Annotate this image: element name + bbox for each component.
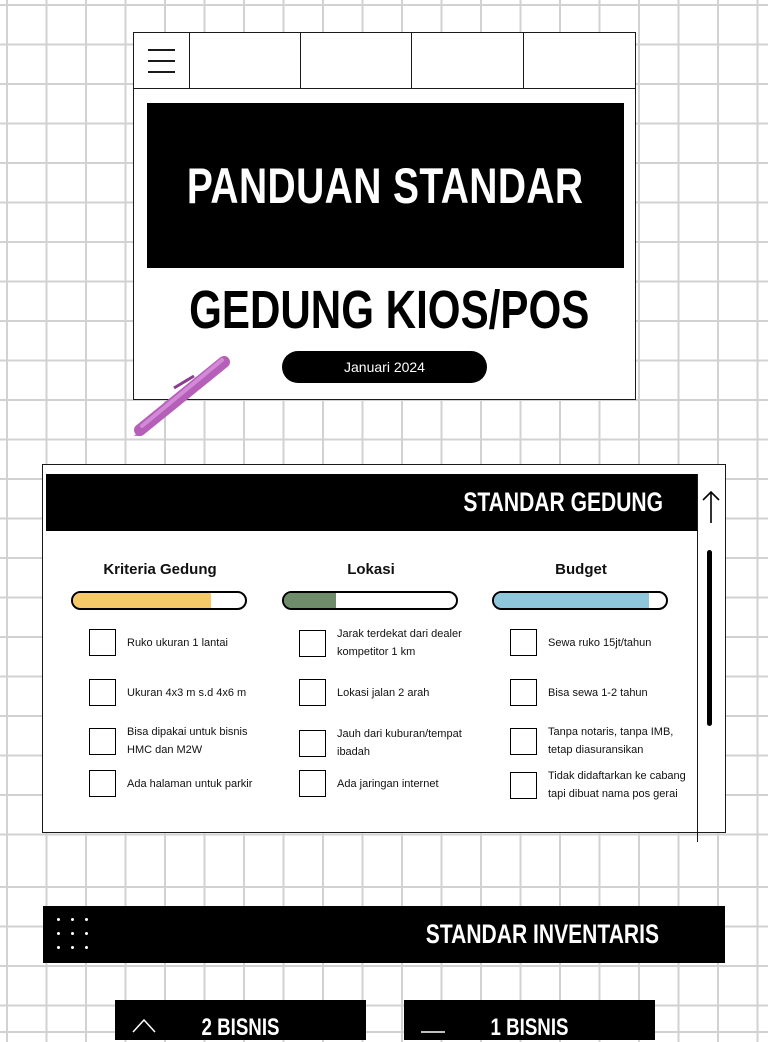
checklist-item bbox=[510, 723, 696, 759]
progress-bar bbox=[71, 591, 247, 610]
checklist-item-label: Tidak didaftarkan ke cabang tapi dibuat nama pos gerai bbox=[548, 770, 686, 800]
checklist-item bbox=[299, 725, 485, 761]
checklist-item bbox=[510, 629, 696, 656]
checklist-item bbox=[510, 679, 696, 706]
column-title: Lokasi bbox=[347, 561, 395, 578]
column-budget bbox=[492, 561, 670, 610]
checklist-item bbox=[89, 679, 275, 706]
column-kriteria-gedung bbox=[71, 561, 249, 610]
standar-inventaris-title: STANDAR INVENTARIS bbox=[425, 919, 659, 949]
date-badge: Januari 2024 bbox=[282, 351, 487, 383]
checkbox[interactable] bbox=[510, 728, 537, 755]
checklist-item-label: Bisa sewa 1-2 tahun bbox=[548, 686, 648, 699]
bisnis-card-label: 2 BISNIS bbox=[201, 1014, 280, 1041]
standar-gedung-title: STANDAR GEDUNG bbox=[463, 487, 663, 517]
checklist-item bbox=[299, 679, 485, 706]
hamburger-menu-icon[interactable] bbox=[134, 33, 189, 89]
column-title: Kriteria Gedung bbox=[103, 561, 217, 578]
checklist-item-label: Jarak terdekat dari dealer kompetitor 1 km bbox=[337, 628, 462, 658]
page-subtitle: GEDUNG KIOS/POS bbox=[189, 280, 590, 340]
checklist-item bbox=[89, 723, 275, 759]
standar-inventaris-header bbox=[43, 906, 725, 963]
dots-grid-icon bbox=[57, 918, 88, 949]
checklist-item-label: Bisa dipakai untuk bisnis HMC dan M2W bbox=[127, 726, 248, 756]
pen-icon bbox=[134, 352, 234, 436]
checkbox[interactable] bbox=[89, 728, 116, 755]
checklist-item bbox=[299, 770, 485, 797]
progress-fill bbox=[284, 593, 336, 608]
checklist-item-label: Ada jaringan internet bbox=[337, 777, 439, 790]
cover-tab[interactable] bbox=[523, 33, 635, 89]
title-banner bbox=[147, 103, 624, 268]
bisnis-card-label: 1 BISNIS bbox=[490, 1014, 569, 1041]
checkbox[interactable] bbox=[299, 679, 326, 706]
checkbox[interactable] bbox=[89, 679, 116, 706]
progress-bar bbox=[282, 591, 458, 610]
standar-gedung-header bbox=[46, 474, 697, 531]
checkbox[interactable] bbox=[299, 770, 326, 797]
checkbox[interactable] bbox=[510, 772, 537, 799]
cover-tab[interactable] bbox=[411, 33, 523, 89]
checklist-item-label: Jauh dari kuburan/tempat ibadah bbox=[337, 728, 462, 758]
cover-tab-bar bbox=[134, 33, 635, 89]
checklist-item bbox=[299, 625, 485, 661]
panel-divider bbox=[697, 474, 698, 842]
column-title: Budget bbox=[555, 561, 607, 578]
checklist-item-label: Ada halaman untuk parkir bbox=[127, 777, 253, 790]
progress-bar bbox=[492, 591, 668, 610]
checkbox[interactable] bbox=[89, 629, 116, 656]
page-title: PANDUAN STANDAR bbox=[187, 157, 584, 214]
checklist-item-label: Sewa ruko 15jt/tahun bbox=[548, 636, 652, 649]
progress-fill bbox=[73, 593, 211, 608]
cover-tab[interactable] bbox=[300, 33, 411, 89]
cover-card bbox=[133, 32, 636, 400]
column-lokasi bbox=[282, 561, 460, 610]
checklist-item bbox=[89, 629, 275, 656]
bisnis-card-1[interactable] bbox=[404, 1000, 655, 1040]
checkbox[interactable] bbox=[89, 770, 116, 797]
cover-tab[interactable] bbox=[189, 33, 300, 89]
checkbox[interactable] bbox=[299, 630, 326, 657]
checklist-item-label: Lokasi jalan 2 arah bbox=[337, 686, 430, 699]
progress-fill bbox=[494, 593, 649, 608]
checklist-item bbox=[89, 770, 275, 797]
arrow-up-icon[interactable] bbox=[701, 489, 721, 525]
standar-gedung-panel bbox=[42, 464, 726, 833]
checkbox[interactable] bbox=[510, 679, 537, 706]
checkbox[interactable] bbox=[299, 730, 326, 757]
scrollbar[interactable] bbox=[707, 550, 712, 726]
checklist-item-label: Tanpa notaris, tanpa IMB, tetap diasuransikan bbox=[548, 726, 674, 756]
checklist-item-label: Ukuran 4x3 m s.d 4x6 m bbox=[127, 686, 247, 699]
checklist-item-label: Ruko ukuran 1 lantai bbox=[127, 636, 228, 649]
checkbox[interactable] bbox=[510, 629, 537, 656]
checklist-item bbox=[510, 767, 696, 803]
bisnis-card-2[interactable] bbox=[115, 1000, 366, 1040]
